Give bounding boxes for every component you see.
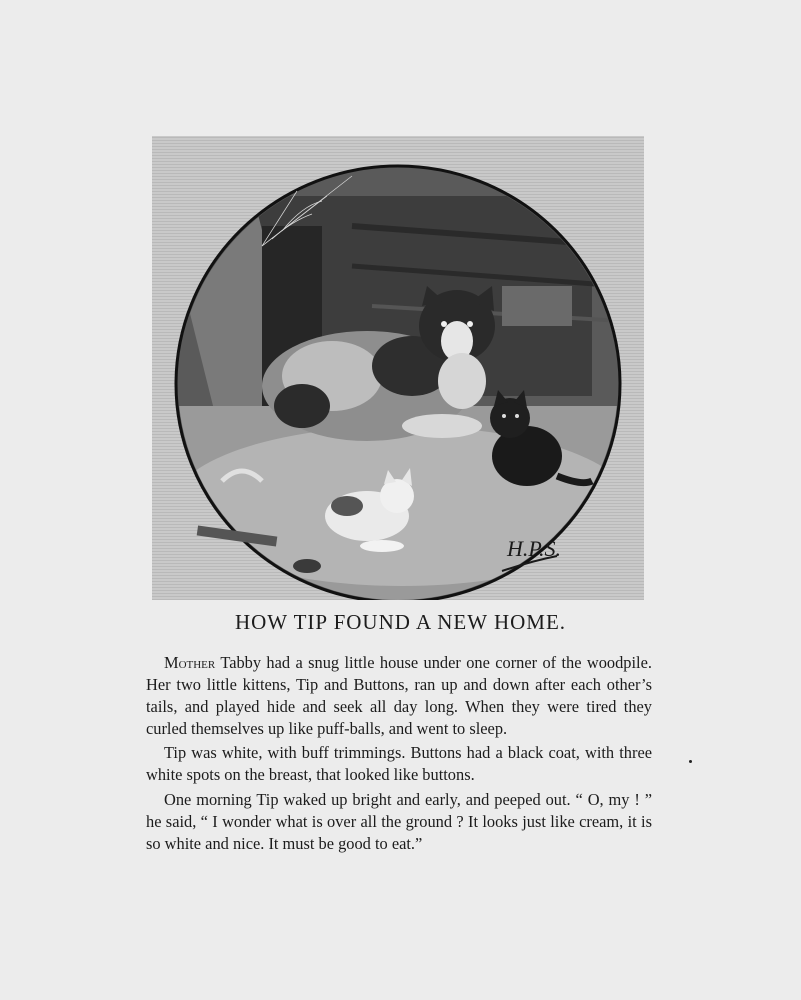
mother-cat-and-kittens-engraving: [152, 136, 644, 600]
story-text: [146, 652, 652, 857]
paragraph-lead-word: Mother: [164, 653, 216, 672]
ink-speck: [689, 760, 692, 763]
engraving-illustration: [152, 136, 644, 600]
paragraph-text: Tabby had a snug little house under one corner of the woodpile. Her two little kittens, Tip and Buttons, ran up and down after each other’s tails, and played hide and seek all day long. When they were tired they curled themselves up like puff-balls, and went to sleep.: [146, 653, 652, 739]
paragraph-3: One morning Tip waked up bright and early, and peeped out. “ O, my ! ” he said, “ I wonder what is over all the ground ? It looks just like cream, it is so white and nice. It must be good to eat.”: [146, 789, 652, 853]
paragraph-2: Tip was white, with buff trimmings. Buttons had a black coat, with three white spots on the breast, that looked like buttons.: [146, 743, 652, 785]
story-title: HOW TIP FOUND A NEW HOME.: [234, 610, 567, 634]
debris: [293, 559, 321, 573]
paragraph-1: [146, 652, 652, 740]
artist-signature: H.P.S.: [507, 536, 561, 561]
